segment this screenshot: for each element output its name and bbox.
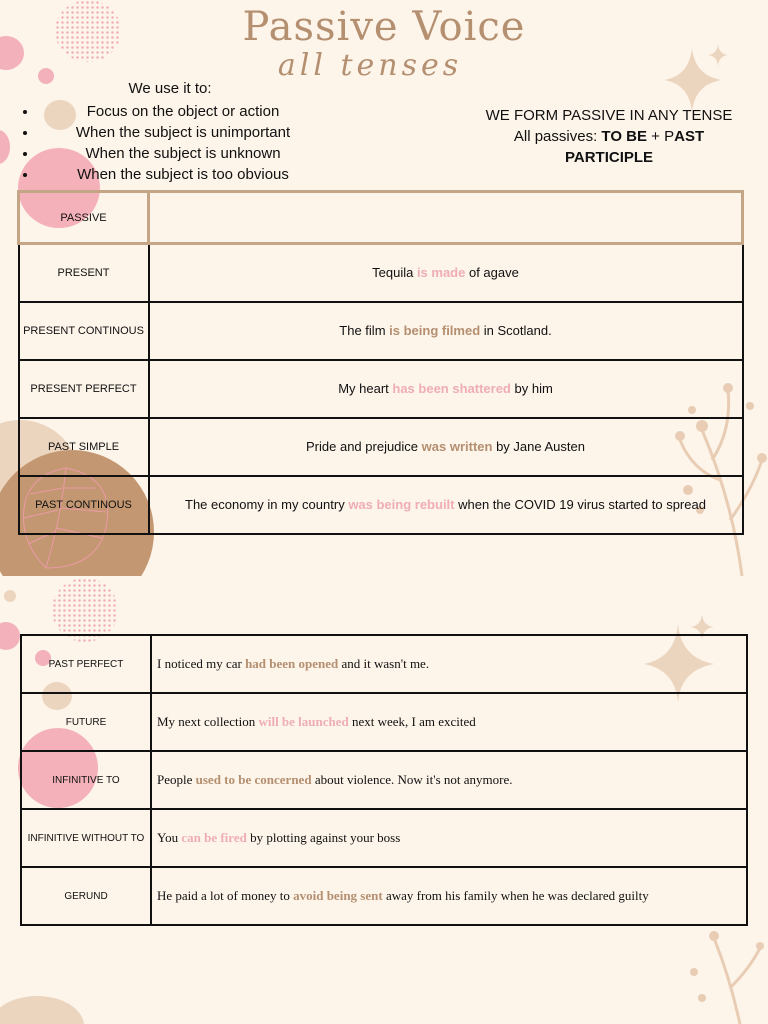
tense-label: PRESENT PERFECT xyxy=(19,360,149,418)
table-row xyxy=(21,635,747,693)
tense-label: PAST CONTINOUS xyxy=(19,476,149,534)
example-cell: I noticed my car had been opened and it wasn't me. xyxy=(151,635,747,693)
table-header-cell xyxy=(149,192,743,244)
tense-label: GERUND xyxy=(21,867,151,925)
list-item: • When the subject is unimportant xyxy=(38,122,350,143)
tense-label: PRESENT xyxy=(19,244,149,302)
uses-list xyxy=(20,101,350,185)
floral-branch-icon xyxy=(680,928,768,1024)
tense-label: PAST PERFECT xyxy=(21,635,151,693)
passive-verb: used to be concerned xyxy=(195,772,312,787)
tense-label: INFINITIVE TO xyxy=(21,751,151,809)
passive-verb: can be fired xyxy=(181,830,247,845)
example-cell: People used to be concerned about violence. Now it's not anymore. xyxy=(151,751,747,809)
list-item: • When the subject is too obvious xyxy=(38,164,350,185)
tense-label: PAST SIMPLE xyxy=(19,418,149,476)
example-cell: Pride and prejudice was written by Jane Austen xyxy=(149,418,743,476)
passive-verb: had been opened xyxy=(245,656,339,671)
formation-line: WE FORM PASSIVE IN ANY TENSE xyxy=(485,107,733,124)
example-cell: You can be fired by plotting against your boss xyxy=(151,809,747,867)
table-row xyxy=(19,418,743,476)
table-row xyxy=(19,302,743,360)
example-cell: He paid a lot of money to avoid being sent away from his family when he was declared guilty xyxy=(151,867,747,925)
example-cell: The economy in my country was being rebuilt when the COVID 19 virus started to spread xyxy=(149,476,743,534)
pink-circle-decoration xyxy=(0,130,10,164)
passive-verb: was written xyxy=(421,439,493,454)
tense-label: FUTURE xyxy=(21,693,151,751)
passive-verb: has been shattered xyxy=(392,381,511,396)
example-cell: Tequila is made of agave xyxy=(149,244,743,302)
list-item: • Focus on the object or action xyxy=(38,101,350,122)
passive-verb: is made xyxy=(416,265,466,281)
formation-rule: All passives: TO BE + PAST PARTICIPLE xyxy=(513,128,705,166)
formation-note xyxy=(470,105,748,166)
list-item: • When the subject is unknown xyxy=(38,143,350,164)
dot-grid-decoration xyxy=(52,578,118,642)
table-row xyxy=(21,809,747,867)
example-cell: My heart has been shattered by him xyxy=(149,360,743,418)
passive-verb: avoid being sent xyxy=(293,888,383,903)
table-header-label: PASSIVE xyxy=(19,192,149,244)
tense-label: INFINITIVE WITHOUT TO xyxy=(21,809,151,867)
tenses-table-1 xyxy=(17,190,744,535)
table-header-row xyxy=(19,192,743,244)
tense-label: PRESENT CONTINOUS xyxy=(19,302,149,360)
example-cell: My next collection will be launched next week, I am excited xyxy=(151,693,747,751)
passive-verb: was being rebuilt xyxy=(348,497,455,512)
pink-circle-decoration xyxy=(0,622,20,650)
small-dot-decoration xyxy=(4,590,16,602)
page-subtitle: all tenses xyxy=(277,48,463,83)
uses-section xyxy=(20,80,350,185)
example-cell: The film is being filmed in Scotland. xyxy=(149,302,743,360)
table-row xyxy=(21,751,747,809)
page-title: Passive Voice xyxy=(242,4,526,50)
tenses-table-2 xyxy=(20,634,748,926)
uses-lead: We use it to: xyxy=(128,80,212,97)
table-row xyxy=(19,244,743,302)
beige-blob-decoration xyxy=(0,996,84,1024)
table-row xyxy=(19,476,743,534)
table-row xyxy=(21,867,747,925)
table-row xyxy=(19,360,743,418)
passive-verb: will be launched xyxy=(258,714,349,729)
passive-verb: is being filmed xyxy=(389,323,481,338)
table-row xyxy=(21,693,747,751)
